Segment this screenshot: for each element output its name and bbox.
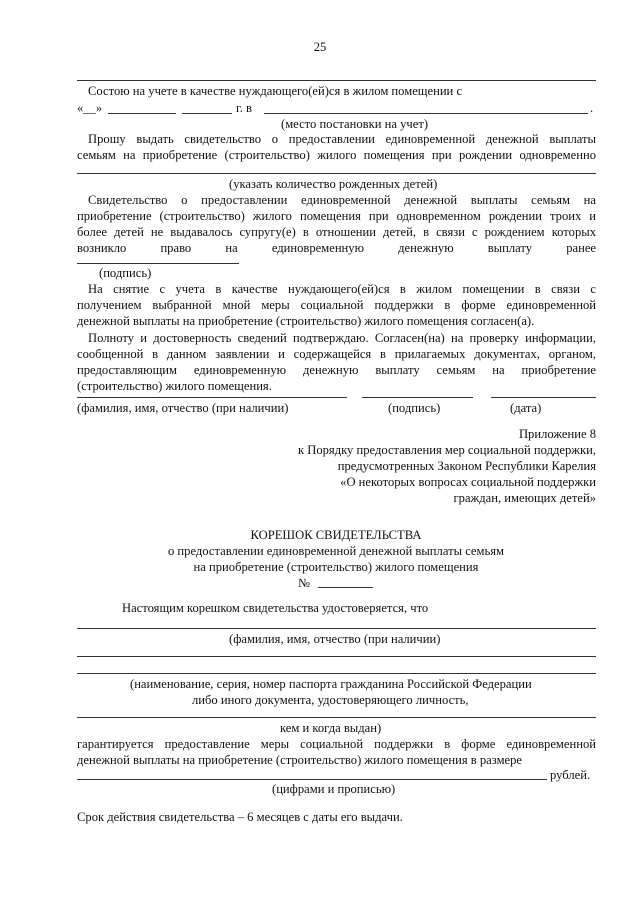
cert-paragraph-line-3: более детей не выдавалось супругу(е) в отношении детей, в связи с рождением которых <box>77 225 596 239</box>
month-blank <box>108 113 176 114</box>
year-blank <box>182 113 232 114</box>
amount-blank <box>77 779 547 780</box>
footer-name-caption: (фамилия, имя, отчество (при наличии) <box>77 401 289 415</box>
city-prefix-text: г. в <box>236 101 252 115</box>
date-blank <box>491 397 596 398</box>
request-line-1: Прошу выдать свидетельство о предоставлении единовременной денежной выплаты <box>88 132 596 146</box>
cert-paragraph-line-4: возникло право на единовременную денежную выплату ранее <box>77 241 596 255</box>
confirm-line-3: предоставляющим единовременную денежную выплату семьям на приобретение <box>77 363 596 377</box>
date-line-end: . <box>590 101 594 115</box>
stub-fio-caption: (фамилия, имя, отчество (при наличии) <box>229 632 441 646</box>
signature-caption: (подпись) <box>99 266 152 280</box>
appendix-line-3: предусмотренных Законом Республики Карелия <box>337 459 596 473</box>
stub-subtitle-2: на приобретение (строительство) жилого помещения <box>193 560 479 574</box>
passport-line <box>77 673 596 674</box>
rubles-text: рублей. <box>550 768 591 782</box>
removal-line-3: денежной выплаты на приобретение (строительство) жилого помещения согласен(а). <box>77 314 535 328</box>
children-blank <box>77 173 596 174</box>
stub-subtitle-1: о предоставлении единовременной денежной выплаты семьям <box>167 544 505 558</box>
passport-caption-2: либо иного документа, удостоверяющего личность, <box>192 693 469 707</box>
children-caption: (указать количество рожденных детей) <box>229 177 438 191</box>
appendix-line-4: «О некоторых вопросах социальной поддержки <box>340 475 596 489</box>
fio-blank <box>77 397 347 398</box>
stub-title: КОРЕШОК СВИДЕТЕЛЬСТВА <box>250 528 422 542</box>
cert-paragraph-line-2: приобретение (строительство) жилого помещения при одновременном рождении троих и <box>77 209 596 223</box>
stub-intro: Настоящим корешком свидетельства удостоверяется, что <box>122 601 429 615</box>
removal-line-2: получением выбранной мной меры социальной поддержки в форме единовременной <box>77 298 596 312</box>
appendix-line-5: граждан, имеющих детей» <box>453 491 596 505</box>
blank-line <box>77 80 596 81</box>
validity-text: Срок действия свидетельства – 6 месяцев с даты его выдачи. <box>77 810 403 824</box>
request-line-2: семьям на приобретение (строительство) жилого помещения при рождении одновременно <box>77 148 596 162</box>
issued-caption: кем и когда выдан) <box>280 721 382 735</box>
cert-paragraph-line-1: Свидетельство о предоставлении единовременной денежной выплаты семьям на <box>88 193 596 207</box>
place-caption: (место постановки на учет) <box>281 117 429 131</box>
passport-caption-1: (наименование, серия, номер паспорта гражданина Российской Федерации <box>130 677 532 691</box>
stub-number-label: № <box>298 576 311 590</box>
footer-date-caption: (дата) <box>510 401 542 415</box>
registered-text: Состою на учете в качестве нуждающего(ей)ся в жилом помещении с <box>88 84 463 98</box>
fio-line <box>77 628 596 629</box>
page-number: 25 <box>313 40 327 54</box>
confirm-line-2: сообщенной в данном заявлении и содержащейся в прилагаемых документах, органом, <box>77 347 596 361</box>
amount-caption: (цифрами и прописью) <box>272 782 396 796</box>
signature-blank <box>77 263 239 264</box>
confirm-line-4: (строительство) жилого помещения. <box>77 379 272 393</box>
guarantee-line-1: гарантируется предоставление меры социальной поддержки в форме единовременной <box>77 737 596 751</box>
blank-line <box>77 656 596 657</box>
confirm-line-1: Полноту и достоверность сведений подтверждаю. Согласен(на) на проверку информации, <box>88 331 596 345</box>
appendix-line-2: к Порядку предоставления мер социальной поддержки, <box>297 443 596 457</box>
removal-line-1: На снятие с учета в качестве нуждающего(ей)ся в жилом помещении в связи с <box>88 282 596 296</box>
footer-signature-caption: (подпись) <box>388 401 441 415</box>
place-blank <box>264 113 588 114</box>
issued-line <box>77 717 596 718</box>
stub-number-blank <box>318 587 373 588</box>
guarantee-line-2: денежной выплаты на приобретение (строительство) жилого помещения в размере <box>77 753 523 767</box>
date-open-text: «__» <box>77 101 103 115</box>
signature-blank-2 <box>362 397 473 398</box>
appendix-line-1: Приложение 8 <box>518 427 596 441</box>
